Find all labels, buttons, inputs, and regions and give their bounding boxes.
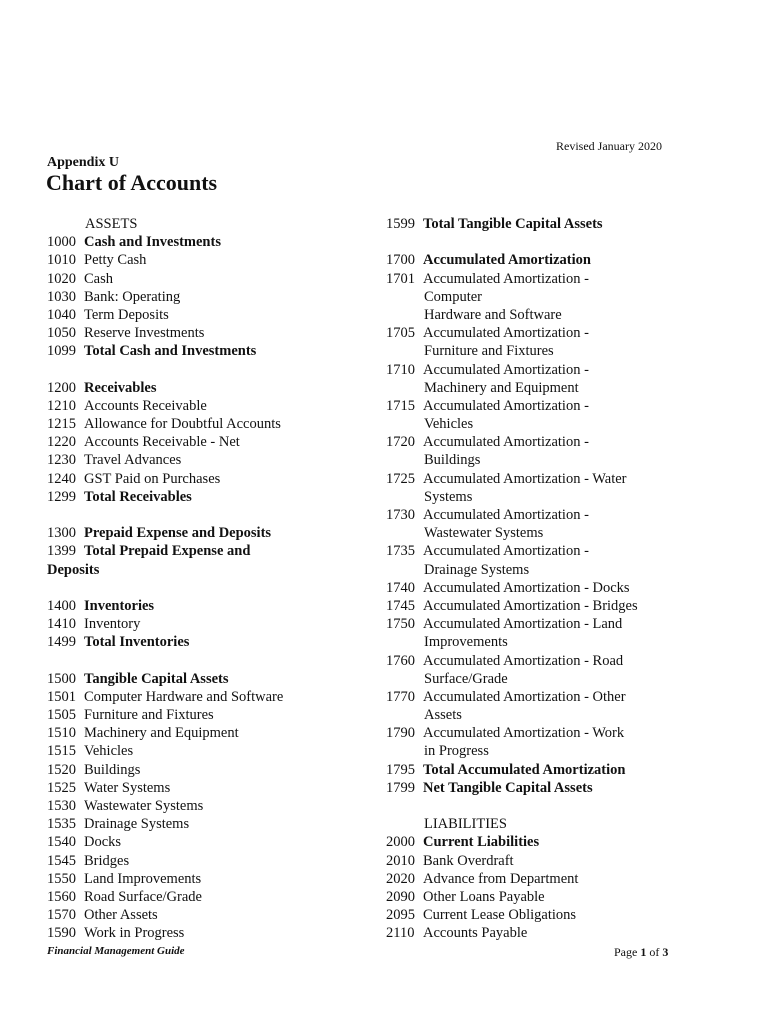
account-code: 1099 [47,343,76,360]
account-row [386,270,686,288]
account-label: Inventories [84,597,155,614]
account-code: 1730 [386,507,415,523]
account-row [47,342,372,360]
page-number [614,945,668,960]
account-label: Bank Overdraft [423,852,514,869]
account-row [386,779,686,797]
account-label: Accumulated Amortization - [423,325,589,342]
account-label: Net Tangible Capital Assets [423,779,593,796]
account-code: 1210 [47,397,76,414]
account-code: 1560 [47,888,76,905]
account-code: 1299 [47,488,76,505]
account-label: Travel Advances [84,452,182,469]
account-code: 1740 [386,579,415,596]
account-row [47,433,372,451]
account-row [47,724,372,742]
account-row [386,652,686,670]
account-label-continuation: Buildings [424,452,481,469]
account-code: 1705 [386,325,415,342]
account-label: Accumulated Amortization - Docks [423,579,630,596]
account-row [47,906,372,924]
account-label-continuation: Vehicles [424,416,474,433]
account-code: 1410 [47,616,76,633]
account-code: 1215 [47,416,76,433]
account-label: Accounts Receivable [84,397,207,414]
account-label: Accumulated Amortization - [423,543,589,560]
account-code: 1300 [47,525,76,542]
account-row [386,397,686,415]
account-code: 1535 [47,816,76,833]
account-label: Total Accumulated Amortization [423,761,626,778]
account-label: Accumulated Amortization - [423,397,589,414]
account-code: 2010 [386,852,415,869]
account-code: 1501 [47,688,76,705]
account-row [47,815,372,833]
account-row [386,615,686,633]
liabilities-section-header: LIABILITIES [424,816,507,833]
account-row [47,742,372,760]
account-row [47,670,372,688]
account-row [47,415,372,433]
spacer [47,506,372,524]
spacer [386,233,686,251]
account-label: GST Paid on Purchases [84,470,221,487]
account-row [386,833,686,851]
footer-guide-title: Financial Management Guide [47,945,185,957]
account-row [47,797,372,815]
account-label: Cash [84,270,113,287]
account-code: 1540 [47,834,76,851]
appendix-label: Appendix U [47,155,119,170]
account-row [47,306,372,324]
account-row [386,761,686,779]
left-column [47,215,372,943]
account-code: 1220 [47,434,76,451]
account-code: 1010 [47,252,76,269]
account-row [386,870,686,888]
account-row [47,597,372,615]
account-label: Accumulated Amortization - Road [423,652,624,669]
account-code: 1545 [47,852,76,869]
account-row [47,888,372,906]
account-code: 2000 [386,834,415,851]
account-label: Accumulated Amortization - Other [423,688,626,705]
account-row [47,542,372,560]
account-row [47,688,372,706]
account-row [386,542,686,560]
account-code: 1399 [47,543,76,560]
account-label: Total Cash and Investments [84,343,257,360]
account-label: Deposits [47,561,100,578]
account-code: 1790 [386,725,415,742]
account-row [386,924,686,942]
account-row [47,270,372,288]
account-code: 1770 [386,688,415,705]
account-code: 1799 [386,779,415,796]
of-word: of [649,945,660,959]
account-label: Reserve Investments [84,325,205,342]
account-row [386,597,686,615]
account-row [47,488,372,506]
account-label: Road Surface/Grade [84,888,202,905]
account-row [47,451,372,469]
page-word: Page [614,945,638,959]
account-code: 1505 [47,707,76,724]
account-code: 1520 [47,761,76,778]
account-label: Drainage Systems [84,816,190,833]
account-label: Total Prepaid Expense and [84,543,251,560]
account-code: 1550 [47,870,76,887]
spacer [386,797,686,815]
account-label: Water Systems [84,779,171,796]
account-row [386,324,686,342]
account-label: Accumulated Amortization - Land [423,616,623,633]
account-code: 1701 [386,270,415,287]
current-page: 1 [640,945,647,959]
account-row [47,251,372,269]
account-label: Prepaid Expense and Deposits [84,525,272,542]
account-row [47,379,372,397]
account-code: 1499 [47,634,76,651]
account-label: Buildings [84,761,141,778]
account-row [47,324,372,342]
account-label: Tangible Capital Assets [84,670,229,687]
account-code: 1715 [386,397,415,414]
account-label: Petty Cash [84,252,147,269]
account-label-continuation: in Progress [424,743,489,760]
account-row [47,397,372,415]
account-code: 1745 [386,597,415,614]
account-label: Term Deposits [84,306,169,323]
account-label: Current Liabilities [423,834,540,851]
account-label: Accumulated Amortization - Work [423,725,625,742]
total-pages: 3 [662,945,669,959]
account-code: 1760 [386,652,415,669]
account-code: 1400 [47,597,76,614]
account-row [47,761,372,779]
right-column [386,215,686,943]
account-code: 1710 [386,361,415,378]
account-label: Accounts Payable [423,925,528,942]
account-label: Other Assets [84,907,158,924]
account-label: Accumulated Amortization [423,252,591,269]
account-code: 1050 [47,325,76,342]
account-row [386,506,686,524]
account-code: 1230 [47,452,76,469]
account-label: Docks [84,834,122,851]
account-row [47,524,372,542]
account-label: Bridges [84,852,130,869]
assets-section-header: ASSETS [85,216,138,232]
account-row [47,852,372,870]
account-row [47,615,372,633]
account-row [386,215,686,233]
account-code: 1000 [47,234,76,251]
account-label: Accumulated Amortization - Bridges [423,597,638,614]
account-code: 1725 [386,470,415,487]
account-label: Total Tangible Capital Assets [423,216,603,232]
account-code: 1240 [47,470,76,487]
account-row [386,579,686,597]
account-label: Current Lease Obligations [423,907,577,924]
account-label: Machinery and Equipment [84,725,239,742]
account-row [386,251,686,269]
account-label-continuation: Computer [424,288,482,305]
account-row [47,470,372,488]
account-label: Allowance for Doubtful Accounts [84,416,281,433]
account-row [386,688,686,706]
account-label: Inventory [84,616,141,633]
account-code: 1570 [47,907,76,924]
account-label: Advance from Department [423,870,579,887]
account-row [386,470,686,488]
account-code: 1200 [47,379,76,396]
account-code: 1720 [386,434,415,451]
account-label: Bank: Operating [84,288,181,305]
account-row [47,924,372,942]
account-code: 1590 [47,925,76,942]
account-label: Total Inventories [84,634,190,651]
account-label-continuation: Hardware and Software [424,306,562,323]
account-code: 2020 [386,870,415,887]
account-row [47,706,372,724]
account-row [386,361,686,379]
account-label: Accounts Receivable - Net [84,434,240,451]
account-row [47,870,372,888]
account-code: 1530 [47,798,76,814]
account-row [386,433,686,451]
account-label: Work in Progress [84,925,185,942]
account-label: Accumulated Amortization - [423,270,589,287]
account-code: 1510 [47,725,76,742]
revised-date: Revised January 2020 [556,139,662,153]
spacer [47,579,372,597]
account-row [386,906,686,924]
account-row [386,852,686,870]
account-label: Accumulated Amortization - [423,434,589,451]
account-code: 2095 [386,907,415,924]
spacer [47,652,372,670]
account-label: Total Receivables [84,488,192,505]
account-code: 1040 [47,306,76,323]
account-code: 1020 [47,270,76,287]
account-code: 1795 [386,761,415,778]
page-title: Chart of Accounts [46,170,218,195]
account-row [47,779,372,797]
account-code: 1515 [47,743,76,760]
account-code: 2090 [386,888,415,905]
account-row [47,288,372,306]
account-label-continuation: Machinery and Equipment [424,379,579,396]
account-code: 1700 [386,252,415,269]
account-row-continuation [47,561,372,579]
account-label-continuation: Wastewater Systems [424,525,544,542]
account-label: Accumulated Amortization - [423,507,589,523]
account-code: 1599 [386,216,415,232]
account-label: Wastewater Systems [84,798,204,814]
account-label: Receivables [84,379,157,396]
account-label-continuation: Assets [424,707,462,724]
account-label: Cash and Investments [84,234,221,251]
account-code: 1525 [47,779,76,796]
account-label: Vehicles [84,743,134,760]
account-row [386,724,686,742]
account-label: Furniture and Fixtures [84,707,214,724]
account-label-continuation: Drainage Systems [424,561,530,578]
account-label: Accumulated Amortization - Water [423,470,627,487]
account-code: 1500 [47,670,76,687]
account-code: 1735 [386,543,415,560]
account-label: Other Loans Payable [423,888,545,905]
account-label: Computer Hardware and Software [84,688,284,705]
account-label: Accumulated Amortization - [423,361,589,378]
account-row [47,633,372,651]
account-row [47,833,372,851]
account-label-continuation: Improvements [424,634,508,651]
account-code: 2110 [386,925,415,942]
account-row [47,233,372,251]
account-label-continuation: Surface/Grade [424,670,508,687]
account-label-continuation: Systems [424,488,473,505]
account-label: Land Improvements [84,870,202,887]
account-code: 1750 [386,616,415,633]
account-code: 1030 [47,288,76,305]
account-row [386,888,686,906]
spacer [47,361,372,379]
account-label-continuation: Furniture and Fixtures [424,343,554,360]
